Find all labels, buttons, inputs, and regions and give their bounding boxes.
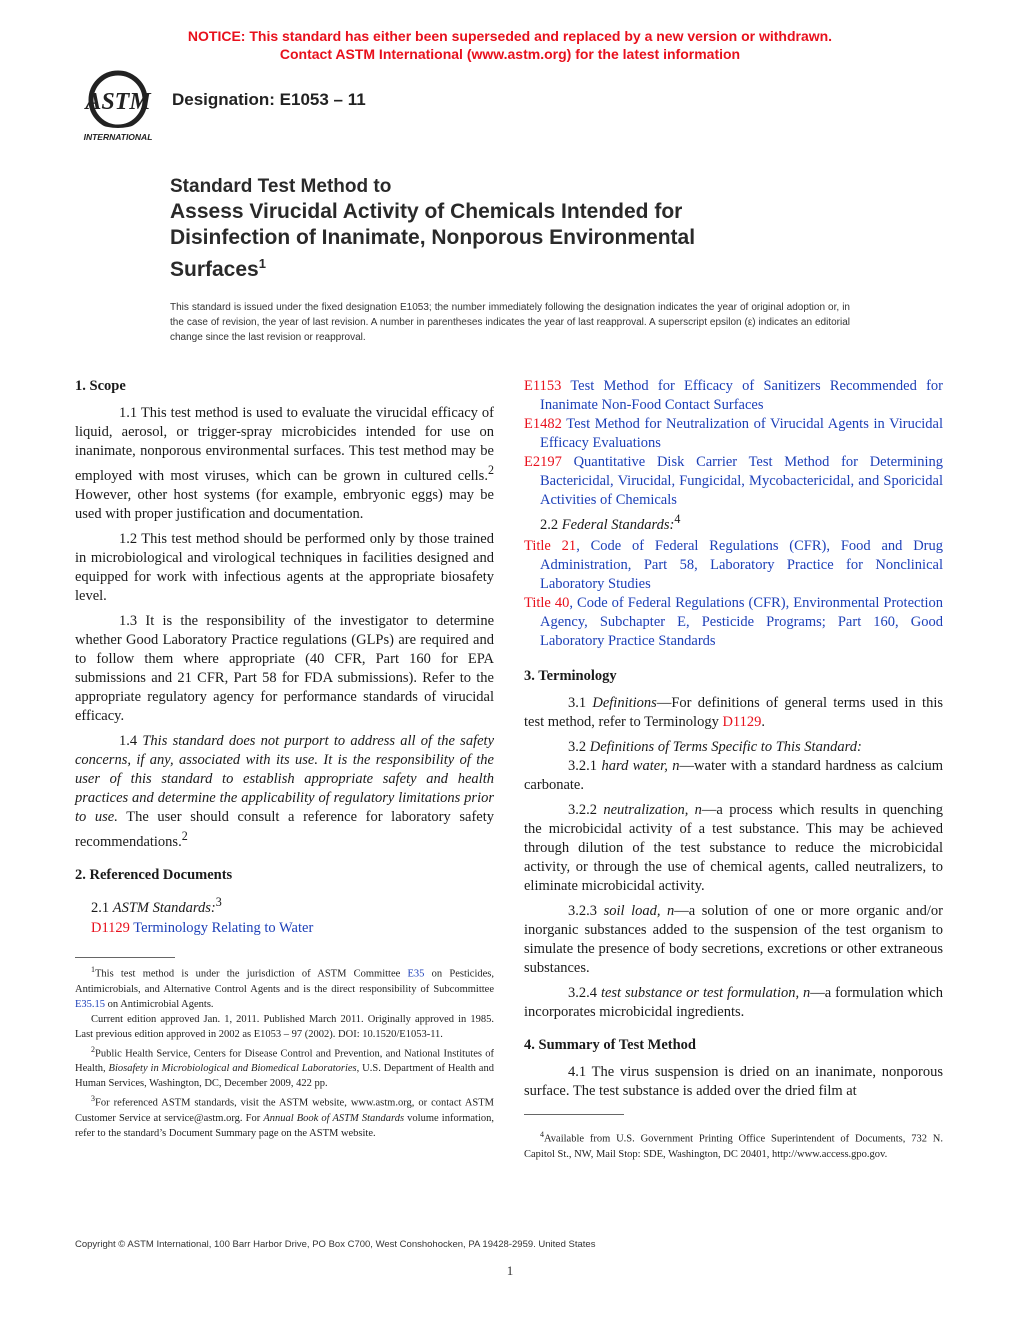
- section-heading-referenced-documents: 2. Referenced Documents: [75, 866, 233, 883]
- paragraph-3-2-4: 3.2.4 test substance or test formulation, n—a formulation which incorporates microbicidal ingredients.: [524, 984, 943, 1020]
- title-footnote-ref[interactable]: 1: [258, 256, 266, 271]
- title-line-2: Assess Virucidal Activity of Chemicals Intended for: [170, 200, 683, 223]
- ref-e1153[interactable]: [524, 377, 943, 415]
- section-heading-scope: 1. Scope: [75, 378, 126, 394]
- page-number: 1: [506, 1263, 514, 1278]
- ref-title-40[interactable]: [524, 594, 943, 651]
- paragraph-1-4: 1.4 This standard does not purport to address all of the safety concerns, if any, associated with its use. It is the responsibility of the user of this standard to establish appropriate safety and health practices and determine the applicability of regulatory limitations prior to use. The user should consult a reference for laboratory safety recommendations.$^2$: [75, 732, 495, 850]
- footnote-1-edition: Current edition approved Jan. 1, 2011. Published March 2011. Originally approved in 1985. Last previous edition approved in 2002 as E1053 – 97 (2002). DOI: 10.1520/E1053-11.: [75, 1013, 494, 1040]
- paragraph-4-1: 4.1 The virus suspension is dried on an inanimate, nonporous surface. The test substance is added over the dried film at: [524, 1063, 943, 1099]
- ref-title-e1482[interactable]: Test Method for Neutralization of Virucidal Agents in Virucidal Efficacy Evaluations: [540, 416, 943, 451]
- ref-text-title-40[interactable]: , Code of Federal Regulations (CFR), Environmental Protection Agency, Subchapter E, Pesticide Programs; Part 160, Good Laboratory Practice Standards: [540, 594, 943, 649]
- paragraph-1-3: 1.3 It is the responsibility of the investigator to determine whether Good Laboratory Practice regulations (GLPs) are required and to follow them where appropriate (40 CFR, Part 160 for EPA submissions and 21 CFR, Part 58 for FDA submissions). Refer to the appropriate regulatory agency for performance standards of virucidal efficacy.: [75, 612, 494, 724]
- link-e35-15[interactable]: E35.15: [75, 998, 106, 1010]
- copyright: Copyright © ASTM International, 100 Barr Harbor Drive, PO Box C700, West Conshohocken, PA 19428-2959. United States: [75, 1239, 596, 1250]
- issue-note: This standard is issued under the fixed designation E1053; the number immediately following the designation indicates the year of original adoption or, in the case of revision, the year of last revision. A number in parentheses indicates the year of last reapproval. A superscript epsilon (ε) indicates an editorial change since the last revision or reapproval.: [170, 302, 850, 343]
- footnote-divider-right: [524, 1114, 624, 1115]
- astm-logo-icon: [72, 70, 164, 144]
- footnote-divider-left: [75, 957, 175, 958]
- footnote-1: $^1$This test method is under the jurisdiction of ASTM Committee E35 on Pesticides, Antimicrobials, and Alternative Control Agents and is the direct responsibility of Subcommittee E35.15 on Antimicrobial Agents.: [75, 965, 494, 1010]
- link-e35[interactable]: E35: [407, 968, 425, 980]
- paragraph-3-2-3: 3.2.3 soil load, n—a solution of one or more organic and/or inorganic substances added to the suspension of the test organism to simulate the presence of body secretions, excretions or other extraneous substances.: [524, 902, 944, 976]
- designation: Designation: E1053 – 11: [172, 90, 366, 109]
- ref-d1129[interactable]: [75, 919, 494, 938]
- paragraph-2-2: 2.2 Federal Standards:$^4$: [540, 512, 681, 533]
- ref-title-21[interactable]: [524, 537, 943, 594]
- ref-code-title-40[interactable]: Title 40: [524, 594, 570, 611]
- link-d1129[interactable]: D1129: [722, 713, 762, 730]
- footnote-3: $^3$For referenced ASTM standards, visit the ASTM website, www.astm.org, or contact ASTM Customer Service at service@astm.org. For Annual Book of ASTM Standards volume information, refer to the standard’s Document Summary page on the ASTM website.: [75, 1094, 494, 1139]
- title-line-1: Standard Test Method to: [170, 176, 392, 197]
- title-line-3: Disinfection of Inanimate, Nonporous Environmental: [170, 226, 696, 249]
- paragraph-3-2-1: 3.2.1 hard water, n—water with a standard hardness as calcium carbonate.: [524, 757, 944, 793]
- ref-code-e1153[interactable]: E1153: [524, 378, 562, 394]
- section-heading-summary: 4. Summary of Test Method: [524, 1036, 696, 1053]
- title-line-4: Surfaces$^1$: [170, 256, 266, 281]
- paragraph-1-2: 1.2 This test method should be performed only by those trained in microbiological and virological techniques in facilities designed and equipped for work with infectious agents at the appropriate biosafety level.: [75, 530, 494, 604]
- footnotes-left: [75, 962, 494, 1141]
- ref-title-e2197[interactable]: Quantitative Disk Carrier Test Method for Determining Bactericidal, Virucidal, Fungicidal, Mycobactericidal, and Sporicidal Activities of Chemicals: [540, 454, 943, 508]
- ref-code-title-21[interactable]: Title 21: [524, 537, 577, 554]
- footnote-2: $^2$Public Health Service, Centers for Disease Control and Prevention, and National Institutes of Health, Biosafety in Microbiological and Biomedical Laboratories, U.S. Department of Health and Human Services, Washington, DC, December 2009, 422 pp.: [75, 1044, 494, 1089]
- ref-e1482[interactable]: [524, 415, 943, 453]
- ref-code-d1129[interactable]: D1129: [91, 920, 130, 937]
- ref-title-e1153[interactable]: Test Method for Efficacy of Sanitizers Recommended for Inanimate Non-Food Contact Surfaces: [540, 378, 943, 413]
- paragraph-3-2-2: 3.2.2 neutralization, n—a process which results in quenching the microbicidal activity of a test substance. This may be achieved through dilution of the test substance to reduce the microbicidal activity, or through the use of chemical agents, called neutralizers, to eliminate microbicidal activity.: [524, 801, 943, 894]
- superseded-notice: [0, 27, 1020, 63]
- paragraph-2-1: 2.1 ASTM Standards:$^3$: [91, 894, 222, 916]
- footnote-4: $^4$Available from U.S. Government Printing Office Superintendent of Documents, 732 N. Capitol St., NW, Mail Stop: SDE, Washington, DC 20401, http://www.access.gpo.gov.: [524, 1130, 943, 1160]
- paragraph-3-2: 3.2 Definitions of Terms Specific to This Standard:: [568, 738, 862, 755]
- notice-line-1: NOTICE: This standard has either been superseded and replaced by a new version or withdrawn.: [187, 28, 833, 44]
- document-title: [170, 175, 870, 283]
- ref-e2197[interactable]: [524, 453, 943, 510]
- notice-line-2: Contact ASTM International (www.astm.org) for the latest information: [279, 46, 741, 62]
- ref-code-e1482[interactable]: E1482: [524, 416, 562, 432]
- right-column: [524, 377, 943, 1107]
- ref-code-e2197[interactable]: E2197: [524, 454, 562, 470]
- ref-text-title-21[interactable]: , Code of Federal Regulations (CFR), Food and Drug Administration, Part 58, Laboratory Practice for Nonclinical Laboratory Studies: [540, 537, 943, 592]
- paragraph-1-1: 1.1 This test method is used to evaluate the virucidal efficacy of liquid, aerosol, or trigger-spray microbicides intended for use on inanimate, nonporous environmental surfaces. This test method may be employed with most viruses, which can be grown in cultured cells.$^2$ However, other host systems (for example, embryonic eggs) may be used with proper justification and documentation.: [75, 405, 494, 522]
- ref-title-d1129[interactable]: Terminology Relating to Water: [129, 920, 314, 937]
- section-heading-terminology: 3. Terminology: [524, 667, 617, 684]
- footnotes-right: [524, 1127, 943, 1162]
- left-column: [75, 377, 494, 938]
- logo-text: ASTM: [85, 89, 151, 115]
- paragraph-3-1: 3.1 Definitions—For definitions of general terms used in this test method, refer to Terminology D1129.: [524, 694, 943, 730]
- logo-subtext: INTERNATIONAL: [83, 132, 153, 142]
